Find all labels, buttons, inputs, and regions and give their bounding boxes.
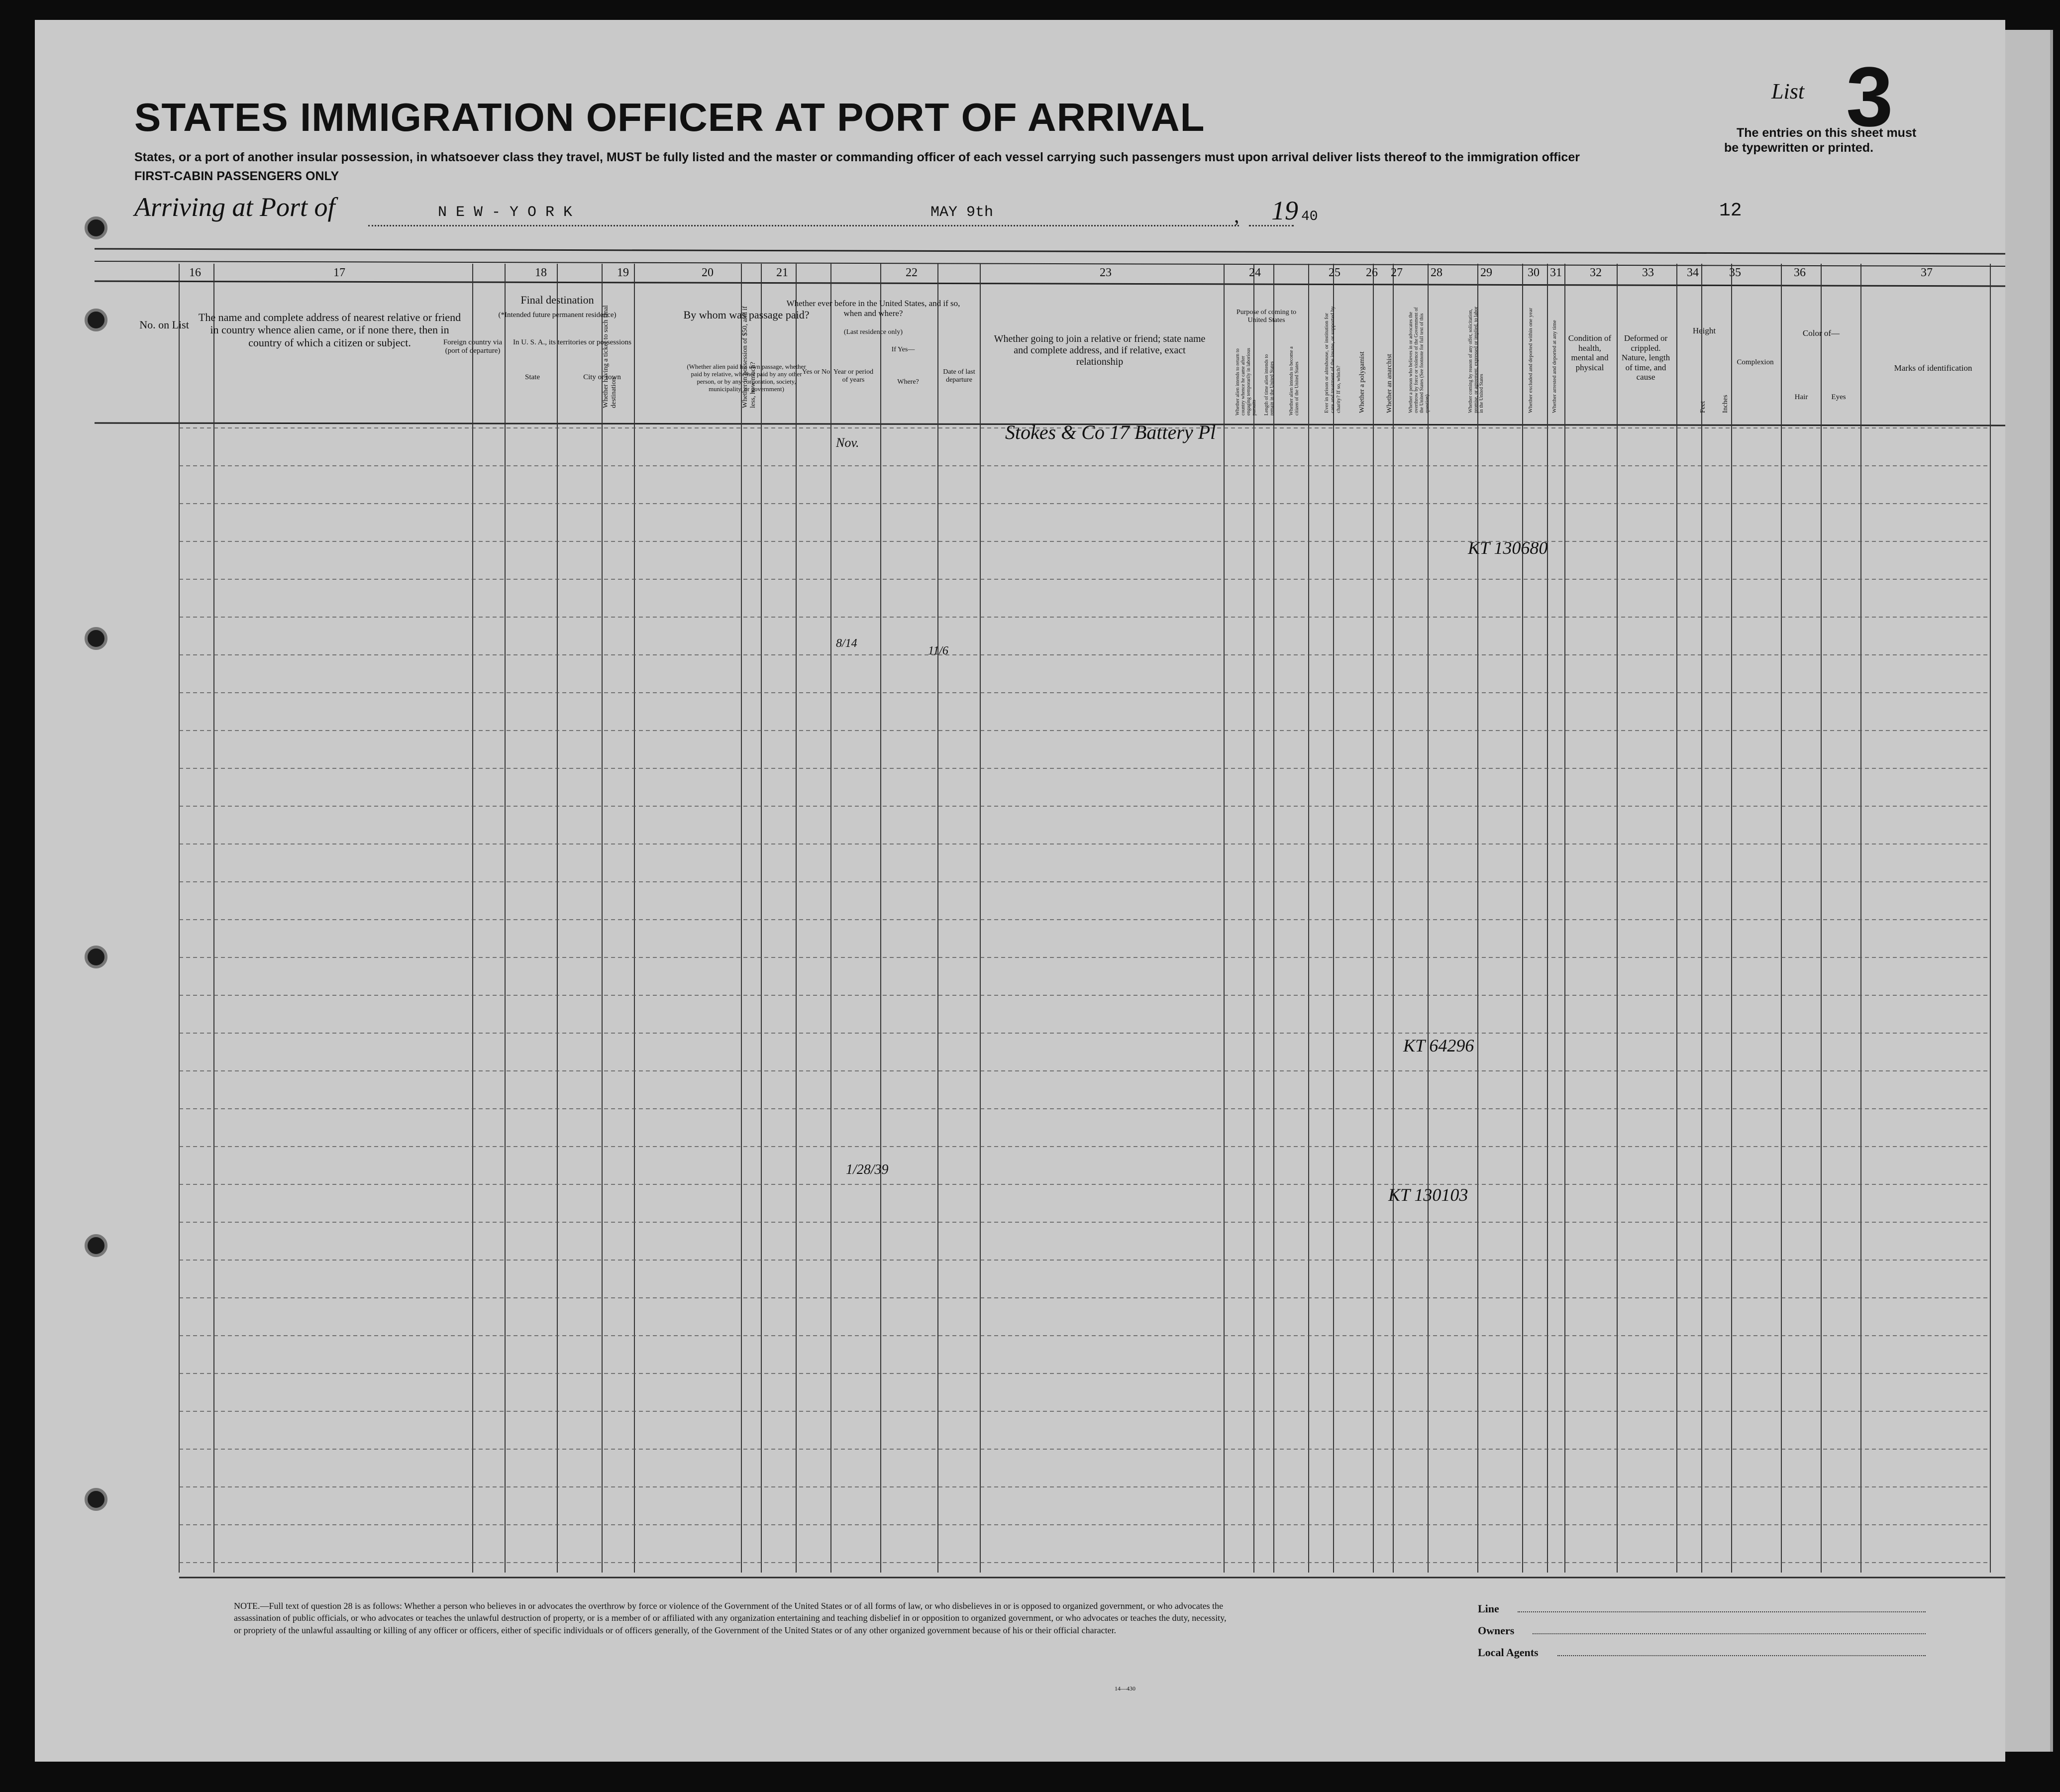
- year-suffix: 40: [1301, 209, 1318, 224]
- col-marks: Marks of identification: [1894, 363, 1972, 373]
- column-number: 23: [1100, 266, 1112, 279]
- column-number: 19: [617, 266, 629, 279]
- column-number: 17: [333, 266, 345, 279]
- column-number: 22: [906, 266, 918, 279]
- column-number: 37: [1921, 266, 1933, 279]
- column-number: 18: [535, 266, 547, 279]
- col-polygamist: Whether a polygamist: [1358, 351, 1366, 413]
- list-number: 3: [1846, 50, 1893, 144]
- arriving-label: Arriving at Port of: [134, 192, 335, 222]
- footnote-q28: NOTE.—Full text of question 28 is as follows: Whether a person who believes in or advocates the overthrow by force or violence of the Government of the United States or of all forms of law, or who disbelieves in or is opposed to organized government, or who advocates the assassination of public officials, or who advocates or teaches the unlawful destruction of property, or is a member of or affiliated with any organization entertaining and teaching disbelief in or opposition to organized government, or who advocates or teaches the duty, necessity, or propriety of the unlawful assaulting or killing of any officer or officers, either of specific individuals or of officers generally, of the Government of the United States or of any other organized government because of his or their official character.: [234, 1601, 1227, 1635]
- column-number: 25: [1329, 266, 1340, 279]
- col-final-destination: Final destination: [520, 294, 594, 306]
- col-possession-50: Whether in possession of $50, and if less, how much?: [741, 306, 757, 408]
- col-passage-paid: By whom was passage paid?: [683, 309, 810, 321]
- col-q31: Whether arrested and deported at any time: [1551, 320, 1557, 413]
- manifest-sheet: STATES IMMIGRATION OFFICER AT PORT OF ARRIVAL States, or a port of another insular possession, in whatsoever class they travel, MUST be fully listed and the master or commanding officer of each vessel carrying such passengers must upon arrival deliver lists thereof to the immigration officer FIRST-CABIN PASSENGERS ONLY List 3 The entries on this sheet must be typewritten or printed. Arriving at Port of N E W - Y O R K , MAY 9th 19 40 12 16 17 18 19 20 21 22 23 24 25 26 27 28 29 30 31 32 33 34 35 36 37 No. on List The name and complete address of nearest relative or friend in country whence alien came, or if none there, then in country of which a citizen or subject. Final destination (*Intended future permanent residence) Foreign country via (port of departure) In U. S. A., its territories or possessions State City or town By whom was passage paid? (Whether alien paid his own passage, whether paid by relative, whether paid by any other person, or by any corporation, society, municipality, or government) Whether ever before in the United States, and if so, when and where? (Last residence only) Yes or No If Yes— Year or period of years Where? Date of last departure Whether going to join a relative or friend; state name and complete address, and if relative, exact relationship Purpose of coming to United States Condition of health, mental and physical Deformed or crippled. Nature, length of time, and cause Height Complexion Color of— Hair Eyes Marks of identification Whether having a ticket to such final destination Whether in possession of $50, and if less, how much? Ever in prison or almshouse, or institution for care and treatment of the insane, or supported by charity? If so, which? Whether a polygamist Whether an anarchist Whether a person who believes in or advocates the overthrow by force or violence of the Government of the United States (See footnote for full text of this question) Whether coming by reason of any offer, solicitation, promise, or agreement, expressed or implied, to labor in the United States Whether excluded and deported within one year Whether arrested and deported at any time Feet Inches Whether alien intends to return to country whence he came after engaging temporarily in laborious pursuits Length of time alien intends to remain in the United States Whether alien intends to become a citizen of the United States Stokes & Co 17 Battery Pl Nov. KT 130680 KT 64296 KT 130103 8/14 11/6 1/28/39 NOTE.—Full text of question 28 is as follows: Whether a person who believes in or advocates the overthrow by force or violence of the Government of the United States or of all forms of law, or who disbelieves in or is opposed to organized government, or who advocates the assassination of public officials, or who advocates or teaches the unlawful destruction of property, or is a member of or affiliated with any organization entertaining and teaching disbelief in or opposition to organized government, or who advocates or teaches the duty, necessity, or propriety of the unlawful assaulting or killing of any officer or officers, either of specific individuals or of officers generally, of the Government of the United States or of any other organized government because of his or their official character. 14—430 Line Owners Local Agents: [35, 20, 2005, 1762]
- col-in-usa: In U. S. A., its territories or possessions: [513, 338, 631, 346]
- column-number: 20: [702, 266, 714, 279]
- col-q30: Whether excluded and deported within one year: [1528, 308, 1534, 413]
- column-number: 16: [189, 266, 201, 279]
- col-relative: The name and complete address of nearest relative or friend in country whence alien came, or if none there, then in country of which a citizen or subject.: [198, 311, 461, 349]
- col-prison: Ever in prison or almshouse, or institution for care and treatment of the insane, or supported by charity? If so, which?: [1324, 306, 1341, 413]
- col-foreign-country: Foreign country via (port of departure): [443, 338, 503, 355]
- col-health: Condition of health, mental and physical: [1568, 333, 1612, 372]
- annotation-kt-2: KT 64296: [1403, 1036, 1474, 1055]
- col-purpose: Purpose of coming to United States: [1236, 309, 1297, 324]
- col-ever-before: Whether ever before in the United States, and if so, when and where?: [786, 299, 960, 318]
- year-prefix: 19: [1271, 196, 1298, 225]
- form-class-label: FIRST-CABIN PASSENGERS ONLY: [134, 169, 339, 183]
- form-instructions: States, or a port of another insular possession, in whatsoever class they travel, MUST be fully listed and the master or commanding officer of each vessel carrying such passengers must upon arrival deliver lists thereof to the immigration officer: [134, 150, 1580, 164]
- column-number: 33: [1642, 266, 1654, 279]
- arrival-date: MAY 9th: [930, 204, 994, 221]
- col-height: Height: [1692, 326, 1716, 335]
- column-number: 30: [1528, 266, 1540, 279]
- col-q28: Whether a person who believes in or advocates the overthrow by force or violence of the Government of the United States (See footnote for full text of this question): [1408, 307, 1430, 413]
- col-joining: Whether going to join a relative or friend; state name and complete address, and if relative, exact relationship: [994, 333, 1206, 367]
- column-number: 21: [776, 266, 788, 279]
- annotation-stokes: Stokes & Co 17 Battery Pl: [1005, 421, 1216, 443]
- owners-label: Owners: [1478, 1624, 1515, 1637]
- annotation-kt-1: KT 130680: [1468, 538, 1548, 558]
- form-title: STATES IMMIGRATION OFFICER AT PORT OF ARRIVAL: [134, 95, 1205, 139]
- col-complexion: Complexion: [1737, 358, 1774, 366]
- column-number: 34: [1687, 266, 1699, 279]
- col-color-of: Color of—: [1802, 328, 1840, 338]
- page-number: 12: [1719, 200, 1742, 221]
- column-number: 28: [1431, 266, 1442, 279]
- typed-note-1: The entries on this sheet must: [1737, 126, 1917, 140]
- table-grid: [35, 20, 2005, 1762]
- port-name: N E W - Y O R K: [438, 204, 573, 221]
- list-label: List: [1771, 79, 1805, 104]
- column-number: 35: [1729, 266, 1741, 279]
- column-number: 36: [1794, 266, 1806, 279]
- typed-note-2: be typewritten or printed.: [1724, 141, 1874, 155]
- col-no-on-list: No. on List: [139, 318, 189, 331]
- column-number: 24: [1249, 266, 1261, 279]
- column-number: 31: [1550, 266, 1562, 279]
- column-number: 32: [1590, 266, 1602, 279]
- local-agents-label: Local Agents: [1478, 1646, 1539, 1659]
- column-number: 29: [1480, 266, 1492, 279]
- col-ticket: Whether having a ticket to such final destination: [602, 305, 618, 408]
- annotation-kt-3: KT 130103: [1388, 1185, 1468, 1205]
- column-number: 26: [1366, 266, 1378, 279]
- col-anarchist: Whether an anarchist: [1386, 354, 1393, 413]
- col-deformed: Deformed or crippled. Nature, length of time, and cause: [1621, 333, 1670, 382]
- column-number: 27: [1391, 266, 1403, 279]
- col-q29: Whether coming by reason of any offer, solicitation, promise, or agreement, expressed or implied, to labor in the United States: [1468, 307, 1484, 413]
- line-label: Line: [1478, 1602, 1499, 1615]
